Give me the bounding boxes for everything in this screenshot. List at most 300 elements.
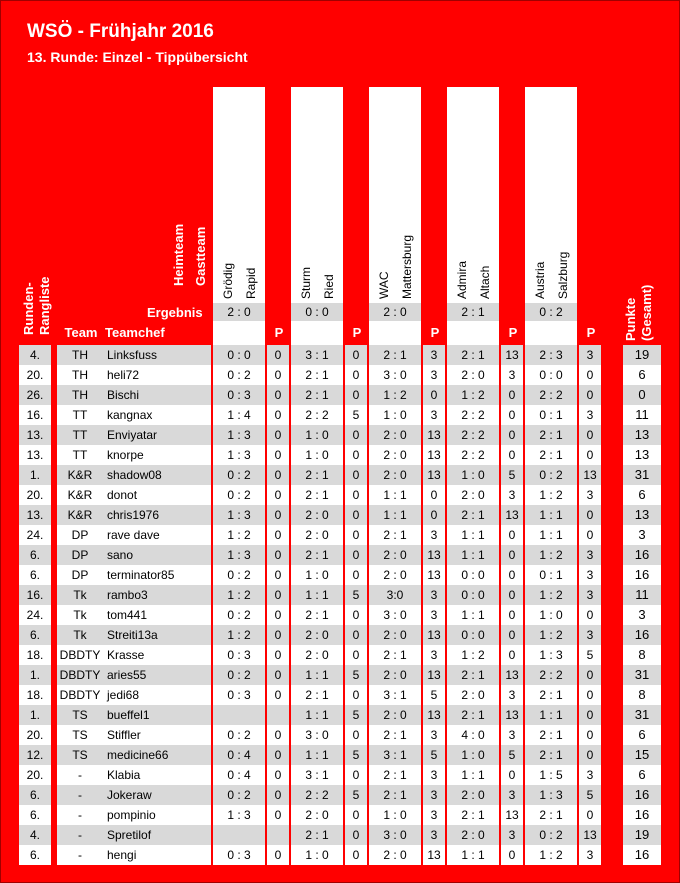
table-row (1, 705, 679, 725)
tipp-cell: 1 : 0 (291, 445, 343, 465)
col-p-5: P (586, 325, 596, 340)
tipp-cell: 1 : 2 (447, 645, 499, 665)
page-title: WSÖ - Frühjahr 2016 (27, 21, 214, 42)
points-cell: 0 (267, 345, 289, 365)
tipp-cell: 1 : 2 (369, 385, 421, 405)
table-row (1, 505, 679, 525)
points-cell: 5 (423, 745, 445, 765)
tipp-cell: 0 : 2 (213, 605, 265, 625)
teamchef-cell: heli72 (103, 365, 211, 385)
tipp-cell: 0 : 2 (213, 565, 265, 585)
tipp-cell: 1 : 1 (447, 545, 499, 565)
points-cell: 0 (345, 805, 367, 825)
teamchef-cell: tom441 (103, 605, 211, 625)
team-cell: K&R (57, 465, 103, 485)
tipp-cell: 0 : 2 (525, 825, 577, 845)
points-cell: 5 (345, 745, 367, 765)
points-cell: 0 (501, 385, 523, 405)
total-points-cell: 16 (623, 625, 661, 645)
team-cell: TH (57, 385, 103, 405)
tipp-cell: 3 : 1 (291, 345, 343, 365)
points-cell: 13 (579, 465, 601, 485)
table-row (1, 425, 679, 445)
points-cell: 0 (267, 445, 289, 465)
points-cell: 0 (267, 465, 289, 485)
teamchef-cell: sano (103, 545, 211, 565)
total-points-cell: 16 (623, 805, 661, 825)
total-points-cell: 6 (623, 725, 661, 745)
match-5-away: Salzburg (556, 251, 570, 299)
points-cell: 0 (267, 585, 289, 605)
table-row (1, 585, 679, 605)
team-cell: Tk (57, 625, 103, 645)
points-cell (267, 825, 289, 845)
table-row (1, 845, 679, 865)
points-cell: 0 (345, 425, 367, 445)
total-points-cell: 19 (623, 825, 661, 845)
points-cell: 0 (579, 425, 601, 445)
points-cell: 0 (267, 525, 289, 545)
tipp-cell: 2 : 1 (291, 545, 343, 565)
tipp-cell: 0 : 3 (213, 845, 265, 865)
points-cell: 0 (345, 605, 367, 625)
rank-cell: 13. (19, 425, 51, 445)
points-cell: 3 (423, 645, 445, 665)
tipp-cell: 1 : 2 (525, 545, 577, 565)
tipp-cell: 2 : 0 (369, 625, 421, 645)
rank-cell: 6. (19, 805, 51, 825)
table-row (1, 765, 679, 785)
points-cell: 0 (267, 365, 289, 385)
points-cell: 0 (267, 785, 289, 805)
teamchef-cell: Linksfuss (103, 345, 211, 365)
points-cell: 0 (579, 705, 601, 725)
tipp-cell: 3 : 0 (369, 825, 421, 845)
tipp-cell: 2 : 1 (369, 785, 421, 805)
points-cell: 3 (501, 825, 523, 845)
points-cell: 3 (501, 725, 523, 745)
match-2-away: Ried (322, 274, 336, 299)
rank-cell: 16. (19, 405, 51, 425)
points-cell: 3 (423, 585, 445, 605)
team-cell: DBDTY (57, 665, 103, 685)
tipp-cell: 2 : 1 (291, 825, 343, 845)
total-points-cell: 0 (623, 385, 661, 405)
table-row (1, 665, 679, 685)
points-cell: 0 (267, 485, 289, 505)
tipp-cell: 1 : 1 (291, 665, 343, 685)
points-cell: 5 (345, 665, 367, 685)
points-cell: 0 (345, 365, 367, 385)
points-cell: 0 (423, 505, 445, 525)
team-cell: DBDTY (57, 645, 103, 665)
tipp-cell: 1 : 0 (369, 405, 421, 425)
points-cell: 0 (267, 685, 289, 705)
tipp-cell: 1 : 1 (447, 845, 499, 865)
match-3-home: WAC (377, 271, 391, 299)
points-cell: 0 (267, 405, 289, 425)
match-2-home: Sturm (299, 266, 313, 299)
total-points-cell: 15 (623, 745, 661, 765)
points-cell: 0 (345, 485, 367, 505)
rank-cell: 1. (19, 705, 51, 725)
team-cell: K&R (57, 485, 103, 505)
points-cell: 3 (423, 725, 445, 745)
points-cell: 13 (423, 425, 445, 445)
teamchef-cell: aries55 (103, 665, 211, 685)
tipp-cell: 1 : 1 (291, 585, 343, 605)
points-cell: 0 (501, 645, 523, 665)
tipp-cell: 0 : 3 (213, 385, 265, 405)
points-cell: 13 (501, 805, 523, 825)
tipp-cell: 3 : 0 (369, 605, 421, 625)
col-tipp-3: Tipp 3 (375, 325, 415, 340)
table-row (1, 565, 679, 585)
teamchef-cell: Jokeraw (103, 785, 211, 805)
rank-cell: 6. (19, 845, 51, 865)
tipp-cell (213, 825, 265, 845)
rank-cell: 6. (19, 625, 51, 645)
rank-cell: 1. (19, 465, 51, 485)
points-cell (267, 705, 289, 725)
team-cell: TH (57, 345, 103, 365)
tipp-cell: 0 : 2 (213, 665, 265, 685)
total-points-cell: 31 (623, 705, 661, 725)
table-row (1, 365, 679, 385)
rank-cell: 6. (19, 565, 51, 585)
tipp-cell: 0 : 0 (213, 345, 265, 365)
total-points-cell: 6 (623, 365, 661, 385)
rank-cell: 24. (19, 605, 51, 625)
team-cell: DP (57, 545, 103, 565)
table-row (1, 645, 679, 665)
tipp-cell: 0 : 2 (213, 785, 265, 805)
total-points-cell: 16 (623, 565, 661, 585)
tipp-cell: 3:0 (369, 585, 421, 605)
rank-cell: 6. (19, 545, 51, 565)
total-points-cell: 13 (623, 445, 661, 465)
tipp-cell: 2 : 0 (369, 465, 421, 485)
tipp-cell: 0 : 2 (213, 365, 265, 385)
points-cell: 3 (579, 405, 601, 425)
points-cell: 3 (579, 485, 601, 505)
points-cell: 0 (267, 745, 289, 765)
points-cell: 0 (579, 665, 601, 685)
team-cell: TT (57, 445, 103, 465)
points-cell: 5 (345, 705, 367, 725)
points-cell: 0 (579, 745, 601, 765)
points-cell: 13 (423, 565, 445, 585)
points-cell: 13 (423, 625, 445, 645)
points-cell: 13 (501, 505, 523, 525)
total-points-cell: 16 (623, 545, 661, 565)
rank-cell: 6. (19, 785, 51, 805)
tipp-cell: 2 : 1 (525, 725, 577, 745)
points-cell: 0 (345, 345, 367, 365)
points-cell: 0 (267, 805, 289, 825)
tipp-cell: 2 : 0 (369, 705, 421, 725)
points-cell: 0 (423, 385, 445, 405)
tipp-cell: 2 : 0 (291, 505, 343, 525)
match-1-result: 2 : 0 (213, 303, 265, 321)
points-cell: 13 (501, 345, 523, 365)
points-cell: 3 (579, 545, 601, 565)
tipp-cell: 2 : 0 (291, 625, 343, 645)
points-cell: 0 (579, 685, 601, 705)
table-row (1, 725, 679, 745)
tipp-cell: 0 : 0 (525, 365, 577, 385)
points-cell: 5 (579, 785, 601, 805)
tipp-cell: 2 : 1 (525, 445, 577, 465)
col-p-3: P (430, 325, 440, 340)
tipp-cell: 2 : 0 (447, 785, 499, 805)
tipp-cell: 2 : 2 (525, 665, 577, 685)
teamchef-cell: hengi (103, 845, 211, 865)
tipp-cell: 1 : 4 (213, 405, 265, 425)
rank-cell: 18. (19, 685, 51, 705)
points-cell: 3 (579, 345, 601, 365)
tipp-cell: 1 : 3 (213, 425, 265, 445)
table-row (1, 345, 679, 365)
rank-cell: 20. (19, 725, 51, 745)
total-points-cell: 8 (623, 645, 661, 665)
tipp-cell: 2 : 3 (525, 345, 577, 365)
tipp-cell: 2 : 1 (291, 685, 343, 705)
rank-cell: 1. (19, 665, 51, 685)
tipp-cell: 1 : 3 (525, 785, 577, 805)
table-row (1, 685, 679, 705)
rank-cell: 16. (19, 585, 51, 605)
points-cell: 0 (267, 645, 289, 665)
tipp-cell: 1 : 1 (291, 705, 343, 725)
points-cell: 0 (345, 645, 367, 665)
points-cell: 13 (423, 665, 445, 685)
teamchef-cell: knorpe (103, 445, 211, 465)
points-cell: 0 (267, 845, 289, 865)
rank-cell: 20. (19, 485, 51, 505)
tipp-cell: 1 : 1 (447, 605, 499, 625)
points-cell: 0 (345, 845, 367, 865)
tipp-cell: 1 : 2 (213, 625, 265, 645)
match-5-home: Austria (533, 261, 547, 299)
tipp-cell: 2 : 0 (447, 825, 499, 845)
total-points-cell: 16 (623, 845, 661, 865)
points-cell: 0 (501, 425, 523, 445)
points-cell: 0 (267, 565, 289, 585)
points-cell: 3 (423, 605, 445, 625)
points-cell: 0 (501, 405, 523, 425)
points-cell: 5 (345, 785, 367, 805)
tipp-cell: 2 : 1 (369, 765, 421, 785)
team-cell: TS (57, 725, 103, 745)
teamchef-cell: rave dave (103, 525, 211, 545)
tipp-cell: 0 : 4 (213, 765, 265, 785)
points-cell: 0 (345, 625, 367, 645)
tipp-cell: 2 : 2 (447, 445, 499, 465)
table-row (1, 605, 679, 625)
teamchef-cell: Streiti13a (103, 625, 211, 645)
tipp-cell: 1 : 0 (525, 605, 577, 625)
teamchef-cell: bueffel1 (103, 705, 211, 725)
team-cell: - (57, 785, 103, 805)
teamchef-cell: chris1976 (103, 505, 211, 525)
points-cell: 0 (579, 605, 601, 625)
team-cell: - (57, 825, 103, 845)
tipp-cell: 3 : 0 (369, 365, 421, 385)
total-points-cell: 13 (623, 505, 661, 525)
points-cell: 0 (579, 505, 601, 525)
points-cell: 5 (579, 645, 601, 665)
tipp-cell: 2 : 1 (447, 505, 499, 525)
total-points-cell: 16 (623, 785, 661, 805)
tipp-cell: 1 : 1 (369, 485, 421, 505)
table-row (1, 625, 679, 645)
tipp-cell: 3 : 1 (291, 765, 343, 785)
tipp-cell: 1 : 3 (213, 445, 265, 465)
tipp-cell: 2 : 1 (291, 605, 343, 625)
match-3-away: Mattersburg (400, 234, 414, 299)
points-cell: 3 (423, 785, 445, 805)
tipp-cell: 0 : 2 (213, 465, 265, 485)
points-cell: 0 (501, 565, 523, 585)
teamchef-cell: kangnax (103, 405, 211, 425)
table-row (1, 545, 679, 565)
points-cell: 3 (579, 585, 601, 605)
tipp-cell: 2 : 0 (369, 565, 421, 585)
tipp-cell: 2 : 0 (291, 645, 343, 665)
tipp-cell: 2 : 0 (369, 545, 421, 565)
team-cell: - (57, 845, 103, 865)
tipp-cell: 0 : 3 (213, 645, 265, 665)
points-cell: 0 (579, 365, 601, 385)
points-cell: 0 (501, 545, 523, 565)
col-tipp-1: Tipp 1 (219, 325, 259, 340)
tipp-cell: 1 : 0 (447, 465, 499, 485)
tipp-cell: 0 : 1 (525, 405, 577, 425)
points-cell: 3 (423, 345, 445, 365)
team-cell: TS (57, 745, 103, 765)
tipp-cell: 2 : 1 (291, 485, 343, 505)
points-cell: 13 (501, 705, 523, 725)
team-cell: DBDTY (57, 685, 103, 705)
match-4-away: Altach (478, 265, 492, 299)
points-cell: 0 (501, 845, 523, 865)
teamchef-cell: Bischi (103, 385, 211, 405)
points-cell: 0 (501, 625, 523, 645)
total-points-cell: 31 (623, 665, 661, 685)
points-cell: 0 (267, 725, 289, 745)
points-cell: 0 (267, 385, 289, 405)
points-cell: 3 (501, 785, 523, 805)
tipp-cell: 2 : 1 (525, 805, 577, 825)
teamchef-cell: Enviyatar (103, 425, 211, 445)
tipp-cell: 1 : 3 (213, 805, 265, 825)
tipp-cell: 0 : 3 (213, 685, 265, 705)
teamchef-cell: donot (103, 485, 211, 505)
points-cell: 0 (579, 805, 601, 825)
rank-cell: 4. (19, 825, 51, 845)
rank-cell: 13. (19, 445, 51, 465)
tipp-cell: 1 : 0 (291, 425, 343, 445)
tipp-cell: 2 : 0 (291, 525, 343, 545)
tipp-cell: 2 : 0 (447, 365, 499, 385)
tipp-cell: 2 : 1 (447, 345, 499, 365)
tipp-cell: 1 : 2 (213, 585, 265, 605)
tipp-cell: 2 : 1 (291, 465, 343, 485)
team-cell: - (57, 765, 103, 785)
total-points-cell: 3 (623, 605, 661, 625)
points-cell: 13 (423, 465, 445, 485)
points-cell: 13 (579, 825, 601, 845)
tipp-cell: 4 : 0 (447, 725, 499, 745)
gastteam-label: Gastteam (193, 226, 208, 286)
tipp-cell: 1 : 0 (291, 565, 343, 585)
table-row (1, 745, 679, 765)
team-cell: K&R (57, 505, 103, 525)
tipp-cell: 1 : 2 (525, 485, 577, 505)
match-5-result: 0 : 2 (525, 303, 577, 321)
tipp-cell: 1 : 2 (525, 845, 577, 865)
tipp-cell: 2 : 0 (369, 845, 421, 865)
points-cell: 13 (501, 665, 523, 685)
tipp-cell: 1 : 0 (291, 845, 343, 865)
points-cell: 3 (501, 685, 523, 705)
points-cell: 0 (267, 625, 289, 645)
tipp-cell: 2 : 1 (447, 705, 499, 725)
tipp-cell: 2 : 0 (447, 685, 499, 705)
team-cell: TT (57, 405, 103, 425)
tipp-cell: 2 : 1 (525, 425, 577, 445)
tipp-cell: 2 : 1 (525, 685, 577, 705)
match-4-result: 2 : 1 (447, 303, 499, 321)
points-cell: 0 (579, 445, 601, 465)
tipp-cell: 0 : 0 (447, 625, 499, 645)
tipp-cell: 2 : 1 (369, 525, 421, 545)
tipp-cell: 0 : 1 (525, 565, 577, 585)
rank-cell: 24. (19, 525, 51, 545)
points-cell: 3 (423, 765, 445, 785)
col-tipp-2: Tipp 2 (297, 325, 337, 340)
table-row (1, 485, 679, 505)
total-points-cell: 8 (623, 685, 661, 705)
team-cell: Tk (57, 585, 103, 605)
tipp-cell: 2 : 2 (447, 425, 499, 445)
points-cell: 13 (423, 705, 445, 725)
total-points-cell: 6 (623, 485, 661, 505)
rank-cell: 26. (19, 385, 51, 405)
points-cell: 13 (423, 445, 445, 465)
tipp-cell: 1 : 1 (291, 745, 343, 765)
col-team: Team (64, 325, 98, 340)
tipp-cell: 2 : 1 (525, 745, 577, 765)
points-cell: 3 (579, 565, 601, 585)
points-cell: 0 (579, 725, 601, 745)
tipp-cell: 1 : 0 (369, 805, 421, 825)
total-points-cell: 19 (623, 345, 661, 365)
points-cell: 0 (345, 385, 367, 405)
total-points-cell: 6 (623, 765, 661, 785)
match-4-home: Admira (455, 260, 469, 299)
tipp-cell: 2 : 1 (291, 385, 343, 405)
points-cell: 0 (501, 605, 523, 625)
tipp-cell: 1 : 3 (525, 645, 577, 665)
col-p-2: P (352, 325, 362, 340)
match-2-result: 0 : 0 (291, 303, 343, 321)
table-row (1, 405, 679, 425)
teamchef-cell: Krasse (103, 645, 211, 665)
tipp-cell: 2 : 2 (291, 405, 343, 425)
points-cell: 5 (423, 685, 445, 705)
